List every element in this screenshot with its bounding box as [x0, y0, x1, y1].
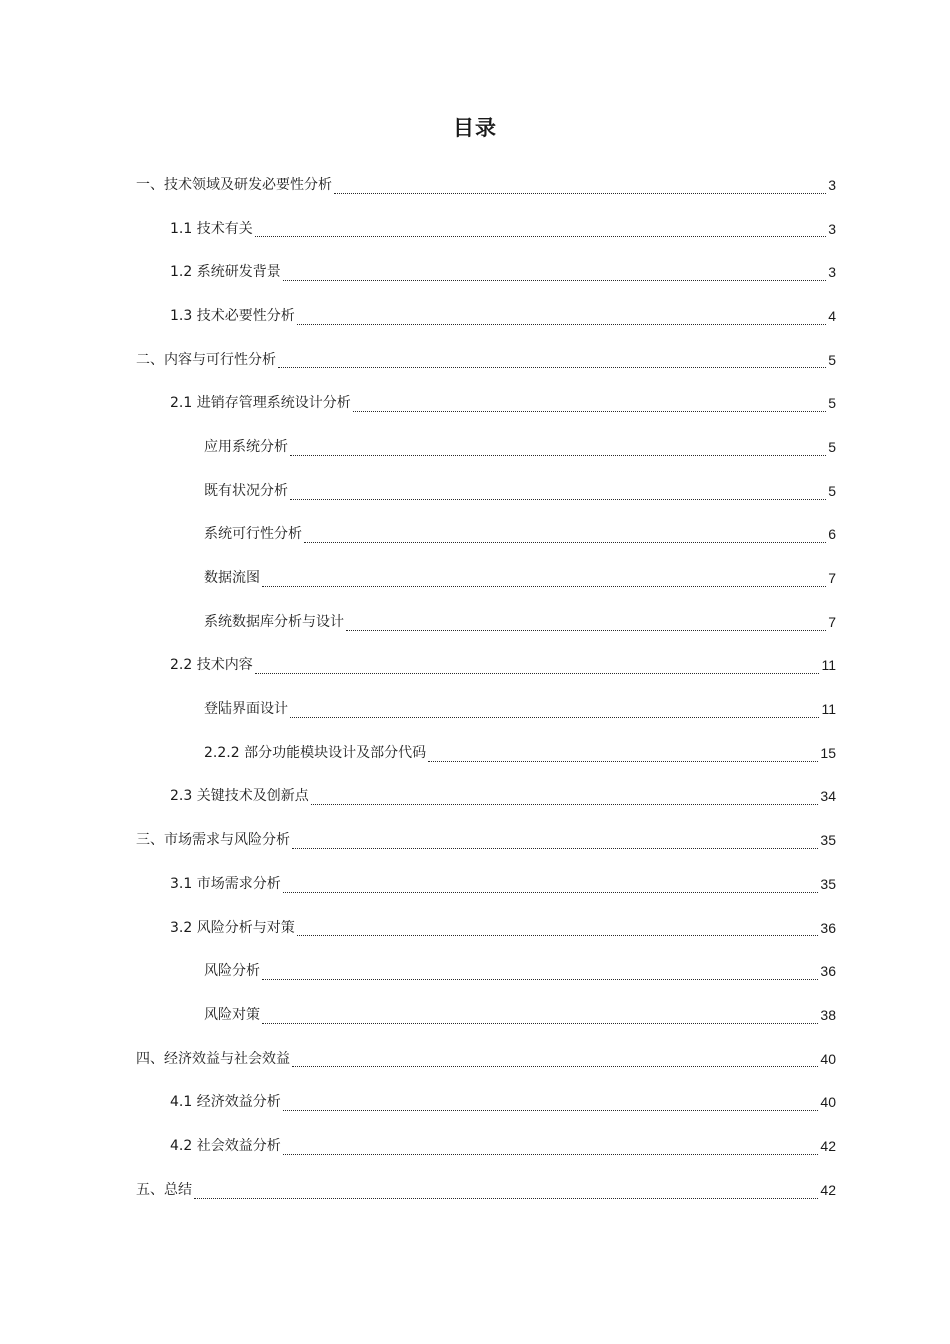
toc-entry-title: 2.2 技术内容: [170, 657, 253, 674]
dot-leader: [290, 455, 826, 456]
toc-entry[interactable]: [0, 513, 950, 557]
toc-entry-page-number: 7: [828, 570, 836, 587]
dot-leader: [334, 193, 826, 194]
toc-entry-page-number: 40: [820, 1094, 836, 1111]
toc-entry[interactable]: [0, 1080, 950, 1124]
dot-leader: [278, 367, 826, 368]
toc-entry[interactable]: [0, 556, 950, 600]
dot-leader: [353, 411, 826, 412]
toc-entry-title: 1.1 技术有关: [170, 220, 253, 237]
toc-entry-title: 1.2 系统研发背景: [170, 264, 281, 281]
toc-entry-title: 风险对策: [204, 1006, 260, 1023]
toc-entry-page-number: 3: [828, 220, 836, 237]
toc-entry-page-number: 3: [828, 176, 836, 193]
toc-entry[interactable]: [0, 250, 950, 294]
toc-entry-title: 一、技术领域及研发必要性分析: [136, 176, 332, 193]
toc-entry[interactable]: [0, 163, 950, 207]
toc-entry[interactable]: [0, 1124, 950, 1168]
toc-entry-page-number: 6: [828, 526, 836, 543]
toc-entry-title: 五、总结: [136, 1181, 192, 1198]
toc-entry[interactable]: [0, 1037, 950, 1081]
toc-entry[interactable]: [0, 687, 950, 731]
toc-entry-page-number: 5: [828, 395, 836, 412]
toc-entry-page-number: 40: [820, 1050, 836, 1067]
dot-leader: [428, 761, 818, 762]
toc-entry-title: 2.2.2 部分功能模块设计及部分代码: [204, 744, 427, 761]
toc-entry[interactable]: [0, 862, 950, 906]
dot-leader: [255, 673, 820, 674]
dot-leader: [262, 1023, 818, 1024]
toc-entry-title: 应用系统分析: [204, 438, 288, 455]
toc-entry-page-number: 35: [820, 832, 836, 849]
toc-entry[interactable]: [0, 731, 950, 775]
toc-entry[interactable]: [0, 906, 950, 950]
toc-entry[interactable]: [0, 469, 950, 513]
dot-leader: [290, 499, 826, 500]
dot-leader: [311, 804, 819, 805]
toc-entry-title: 二、内容与可行性分析: [136, 351, 276, 368]
toc-entry-page-number: 36: [820, 919, 836, 936]
dot-leader: [304, 542, 826, 543]
toc-entry-page-number: 34: [820, 788, 836, 805]
toc-entry[interactable]: [0, 294, 950, 338]
toc-entry[interactable]: [0, 381, 950, 425]
dot-leader: [292, 1066, 818, 1067]
dot-leader: [346, 630, 826, 631]
toc-entry-page-number: 38: [820, 1006, 836, 1023]
dot-leader: [283, 892, 819, 893]
toc-entry-title: 3.2 风险分析与对策: [170, 919, 295, 936]
toc-entry-title: 1.3 技术必要性分析: [170, 307, 295, 324]
toc-entry[interactable]: [0, 775, 950, 819]
toc-entry-title: 四、经济效益与社会效益: [136, 1050, 290, 1067]
dot-leader: [262, 979, 818, 980]
toc-entry[interactable]: [0, 338, 950, 382]
dot-leader: [283, 1154, 819, 1155]
toc-entry-page-number: 15: [820, 744, 836, 761]
toc-entry-page-number: 35: [820, 875, 836, 892]
toc-entry[interactable]: [0, 949, 950, 993]
dot-leader: [255, 236, 826, 237]
toc-entry-page-number: 42: [820, 1181, 836, 1198]
toc-entry-page-number: 5: [828, 351, 836, 368]
toc-entry[interactable]: [0, 644, 950, 688]
toc-entry-title: 风险分析: [204, 963, 260, 980]
toc-entry-page-number: 5: [828, 482, 836, 499]
toc-entry[interactable]: [0, 425, 950, 469]
toc-entry-title: 3.1 市场需求分析: [170, 875, 281, 892]
toc-entry[interactable]: [0, 818, 950, 862]
toc-entry-title: 数据流图: [204, 570, 260, 587]
toc-title: 目录: [453, 116, 497, 140]
toc-entry[interactable]: [0, 600, 950, 644]
dot-leader: [194, 1198, 818, 1199]
toc-entry-page-number: 3: [828, 264, 836, 281]
toc-entry-page-number: 7: [828, 613, 836, 630]
dot-leader: [290, 717, 819, 718]
toc-entry-title: 2.1 进销存管理系统设计分析: [170, 395, 351, 412]
toc-entry-title: 4.2 社会效益分析: [170, 1137, 281, 1154]
toc-entry[interactable]: [0, 207, 950, 251]
toc-entry-title: 既有状况分析: [204, 482, 288, 499]
toc-entry[interactable]: [0, 1168, 950, 1212]
toc-entry-title: 2.3 关键技术及创新点: [170, 788, 309, 805]
toc-entry-page-number: 11: [821, 701, 836, 718]
dot-leader: [262, 586, 826, 587]
table-of-contents: [0, 163, 950, 1212]
dot-leader: [283, 280, 826, 281]
toc-entry-page-number: 5: [828, 438, 836, 455]
toc-entry-title: 系统可行性分析: [204, 526, 302, 543]
toc-entry-page-number: 42: [820, 1137, 836, 1154]
dot-leader: [283, 1110, 819, 1111]
dot-leader: [292, 848, 818, 849]
toc-entry[interactable]: [0, 993, 950, 1037]
toc-entry-title: 4.1 经济效益分析: [170, 1094, 281, 1111]
dot-leader: [297, 935, 819, 936]
dot-leader: [297, 324, 826, 325]
toc-entry-title: 三、市场需求与风险分析: [136, 832, 290, 849]
toc-entry-page-number: 4: [828, 307, 836, 324]
toc-entry-title: 系统数据库分析与设计: [204, 613, 344, 630]
toc-entry-page-number: 36: [820, 963, 836, 980]
toc-entry-page-number: 11: [821, 657, 836, 674]
toc-entry-title: 登陆界面设计: [204, 701, 288, 718]
